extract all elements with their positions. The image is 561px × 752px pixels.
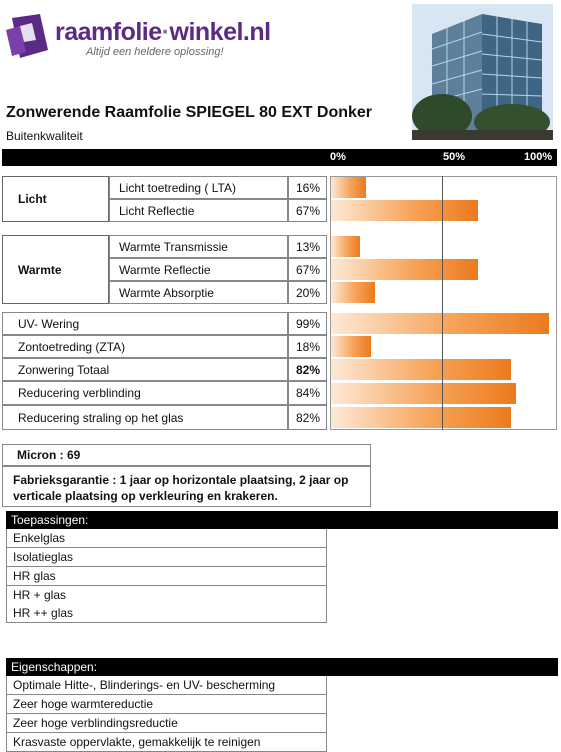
label-warmte-transmissie: Warmte Transmissie	[109, 235, 288, 258]
label-zonwering-totaal: Zonwering Totaal	[2, 358, 288, 381]
scale-tick-100: 100%	[524, 151, 553, 163]
bar-uv-wering	[331, 313, 549, 334]
tagline: Altijd een heldere oplossing!	[86, 46, 224, 58]
brand-name: raamfolie·winkel.nl	[55, 18, 271, 46]
bar-zontoetreding-zta	[331, 336, 371, 357]
value-zontoetreding: 18%	[288, 335, 327, 358]
eigenschap-item: Zeer hoge warmtereductie	[6, 695, 327, 714]
value-zonwering-totaal: 82%	[288, 358, 327, 381]
label-licht-toetreding: Licht toetreding ( LTA)	[109, 176, 288, 199]
label-warmte-absorptie: Warmte Absorptie	[109, 281, 288, 304]
garantie-line-2: verticale plaatsing op verkleuring en krakeren.	[13, 489, 278, 503]
label-reducering-verblinding: Reducering verblinding	[2, 381, 288, 405]
building-photo	[412, 4, 553, 140]
value-licht-toetreding: 16%	[288, 176, 327, 199]
value-reducering-straling: 82%	[288, 405, 327, 430]
value-warmte-absorptie: 20%	[288, 281, 327, 304]
bar-licht-toetreding-lta	[331, 177, 366, 198]
bar-warmte-absorptie	[331, 282, 375, 303]
group-warmte: Warmte	[2, 235, 109, 304]
toepassing-item: HR glas	[6, 567, 327, 586]
scale-tick-50: 50%	[443, 151, 466, 163]
toepassing-item: Isolatieglas	[6, 548, 327, 567]
bar-reducering-straling-op-het-glas	[331, 407, 511, 428]
value-reducering-verblinding: 84%	[288, 381, 327, 405]
toepassingen-header: Toepassingen:	[6, 511, 558, 529]
toepassing-item: HR ++ glas	[6, 604, 327, 623]
bar-zonwering-totaal	[331, 359, 511, 380]
bar-licht-reflectie	[331, 200, 478, 221]
micron-info: Micron : 69	[2, 444, 371, 466]
product-title: Zonwerende Raamfolie SPIEGEL 80 EXT Donker	[6, 104, 373, 121]
group-licht: Licht	[2, 176, 109, 222]
value-uv-wering: 99%	[288, 312, 327, 335]
eigenschap-item: Zeer hoge verblindingsreductie	[6, 714, 327, 733]
fifty-percent-line	[442, 176, 443, 430]
bar-warmte-reflectie	[331, 259, 478, 280]
scale-tick-0: 0%	[330, 151, 346, 163]
label-uv-wering: UV- Wering	[2, 312, 288, 335]
toepassing-item: HR + glas	[6, 586, 327, 605]
bar-reducering-verblinding	[331, 383, 516, 404]
label-licht-reflectie: Licht Reflectie	[109, 199, 288, 222]
product-subtitle: Buitenkwaliteit	[6, 129, 83, 143]
bar-warmte-transmissie	[331, 236, 360, 257]
eigenschap-item: Krasvaste oppervlakte, gemakkelijk te reinigen	[6, 733, 327, 752]
scale-header-bar	[2, 149, 557, 166]
label-reducering-straling: Reducering straling op het glas	[2, 405, 288, 430]
value-warmte-reflectie: 67%	[288, 258, 327, 281]
label-zontoetreding: Zontoetreding (ZTA)	[2, 335, 288, 358]
logo-icon	[6, 14, 48, 58]
eigenschap-item: Optimale Hitte-, Blinderings- en UV- bescherming	[6, 676, 327, 695]
label-warmte-reflectie: Warmte Reflectie	[109, 258, 288, 281]
value-licht-reflectie: 67%	[288, 199, 327, 222]
eigenschappen-header: Eigenschappen:	[6, 658, 558, 676]
garantie-info	[2, 466, 371, 507]
toepassing-item: Enkelglas	[6, 529, 327, 548]
garantie-line-1: Fabrieksgarantie : 1 jaar op horizontale plaatsing, 2 jaar op	[13, 473, 349, 487]
value-warmte-transmissie: 13%	[288, 235, 327, 258]
